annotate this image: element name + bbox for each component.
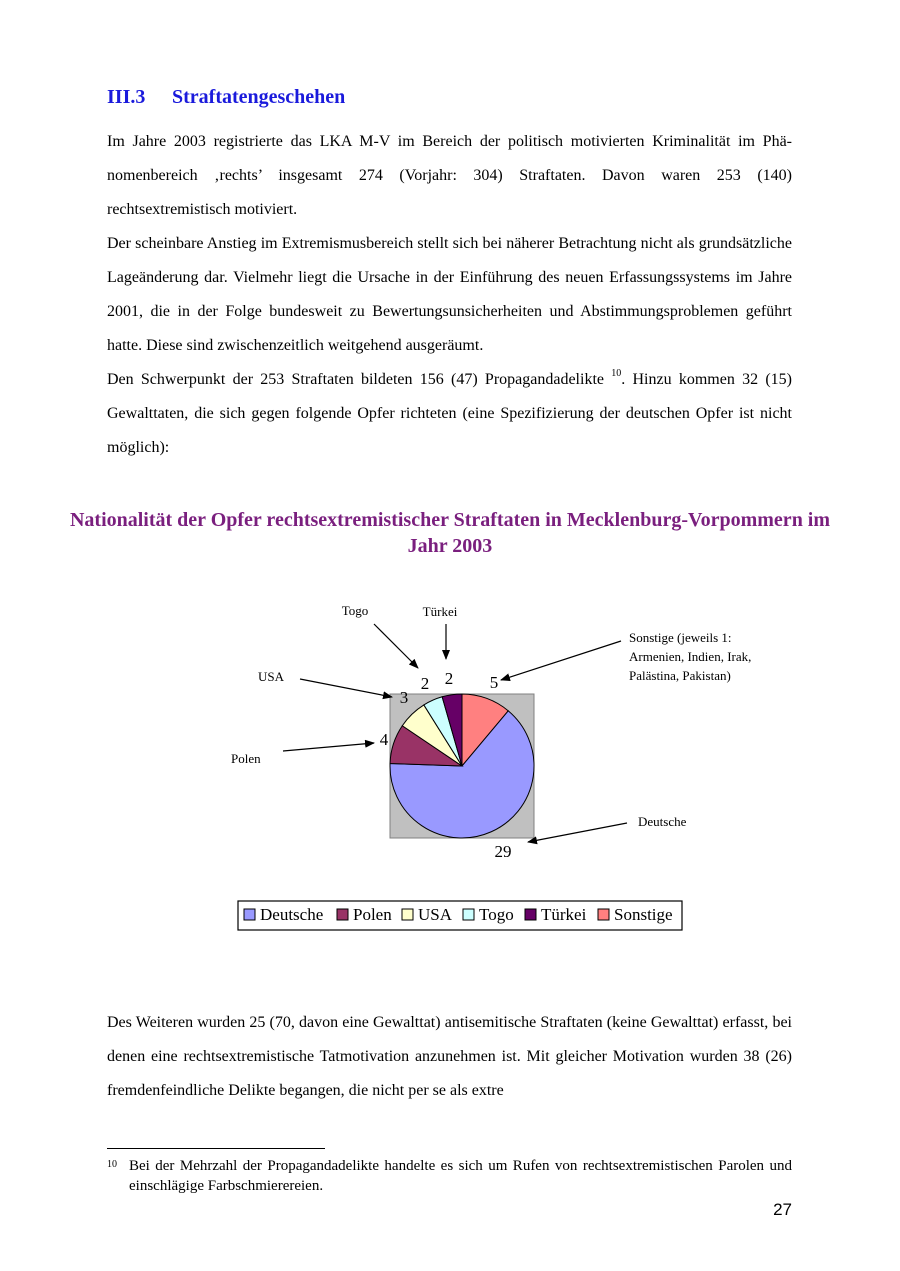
paragraph-2: Der scheinbare Anstieg im Extremismusbereich stellt sich bei näherer Betrachtung nicht als grundsätzliche Lageänderung dar. Vielmehr liegt die Ursache in der Einführung des neuen Erfassungssystems im Jahre 2001, die in der Folge bundesweit zu Bewertungsunsicherheiten und Abstimmungsproblemen geführt hatte. Diese sind zwischenzeitlich weitgehend ausgeräumt. xyxy=(107,235,792,354)
callout-arrow-sonstige xyxy=(501,641,621,680)
callout-arrow-togo xyxy=(374,624,418,668)
legend-label-deutsche: Deutsche xyxy=(260,905,324,924)
callout-label-tuerkei: Türkei xyxy=(422,604,458,619)
section-number: III.3 xyxy=(107,86,146,108)
legend-label-tuerkei: Türkei xyxy=(541,905,587,924)
paragraph-3-text-b: . Hinzu kommen 32 (15) Gewalttaten, die sich gegen folgende Opfer richteten (eine Spezifizierung der deutschen Opfer ist nicht möglich): xyxy=(107,371,793,456)
callout-label-polen: Polen xyxy=(231,751,261,766)
paragraph-1: Im Jahre 2003 registrierte das LKA M-V im Bereich der politisch motivierten Kriminalität im Phä-nomenbereich ‚rechts’ insgesamt 274 (Vorjahr: 304) Straftaten. Davon waren 253 (140) rechtsextremistisch motiviert. xyxy=(107,133,792,218)
paragraph-3-text-a: Den Schwerpunkt der 253 Straftaten bildeten 156 (47) Propagandadelikte xyxy=(107,371,612,388)
callout-label-sonstige-line-1: Sonstige (jeweils 1: xyxy=(629,630,732,645)
value-label-tuerkei: 2 xyxy=(444,669,454,688)
callout-label-sonstige-line-2: Armenien, Indien, Irak, xyxy=(629,649,752,664)
footnote-number: 10 xyxy=(107,1159,117,1170)
callout-arrow-usa xyxy=(300,679,392,697)
value-label-usa: 3 xyxy=(399,688,409,707)
callout-label-deutsche: Deutsche xyxy=(638,814,687,829)
page-number: 27 xyxy=(773,1200,792,1219)
footnote-reference[interactable]: 10 xyxy=(611,368,622,379)
chart-title: Nationalität der Opfer rechtsextremistischer Straftaten in Mecklenburg-Vorpommern im Jahr 2003 xyxy=(69,509,831,557)
legend-label-usa: USA xyxy=(418,905,453,924)
legend-swatch-deutsche xyxy=(244,909,255,920)
callout-label-usa: USA xyxy=(258,669,285,684)
value-label-deutsche: 29 xyxy=(494,842,512,861)
legend-swatch-sonstige xyxy=(598,909,609,920)
legend-swatch-togo xyxy=(463,909,474,920)
callout-label-sonstige-line-3: Palästina, Pakistan) xyxy=(629,668,731,683)
paragraph-4: Des Weiteren wurden 25 (70, davon eine Gewalttat) antisemitische Straftaten (keine Gewalttat) erfasst, bei denen eine rechtsextremistische Tatmotivation anzunehmen ist. Mit gleicher Motivation wurden 38 (26) fremdenfeindliche Delikte begangen, die nicht per se als extre xyxy=(107,1014,792,1099)
footnote xyxy=(107,1156,792,1196)
legend-swatch-tuerkei xyxy=(525,909,536,920)
legend-label-sonstige: Sonstige xyxy=(614,905,673,924)
section-title: Straftatengeschehen xyxy=(172,86,346,108)
callout-arrow-deutsche xyxy=(528,823,627,842)
value-label-togo: 2 xyxy=(420,674,430,693)
legend-label-togo: Togo xyxy=(479,905,514,924)
value-label-polen: 4 xyxy=(379,730,389,749)
footnote-separator xyxy=(107,1148,325,1149)
value-label-sonstige: 5 xyxy=(489,673,499,692)
legend-swatch-usa xyxy=(402,909,413,920)
legend-label-polen: Polen xyxy=(353,905,392,924)
legend-swatch-polen xyxy=(337,909,348,920)
callout-label-togo: Togo xyxy=(341,603,369,618)
footnote-text: Bei der Mehrzahl der Propagandadelikte handelte es sich um Rufen von rechtsextremistischen Parolen und einschlägige Farbschmierereien. xyxy=(129,1158,792,1194)
callout-arrow-polen xyxy=(283,743,374,751)
